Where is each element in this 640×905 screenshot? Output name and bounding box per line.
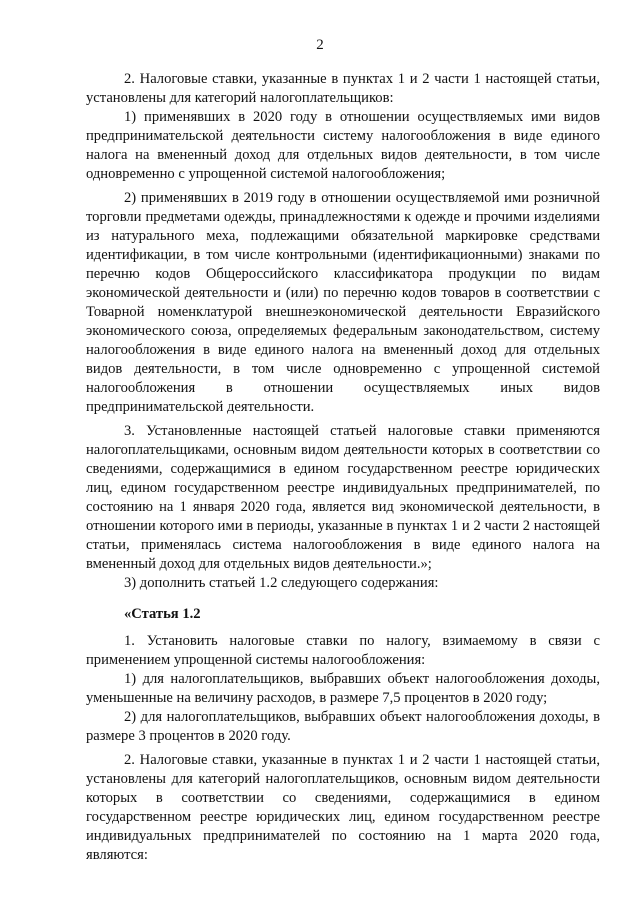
document-body xyxy=(86,70,600,865)
page-number: 2 xyxy=(316,37,324,53)
paragraph-rate-income-minus-expenses: 1) для налогоплательщиков, выбравших объект налогообложения доходы, уменьшенные на величину расходов, в размере 7,5 процентов в 2020 году; xyxy=(86,671,600,706)
paragraph-item-1-2020: 1) применявших в 2020 году в отношении осуществляемых ими видов предпринимательской деятельности систему налогообложения в виде единого налога на вмененный доход для отдельных видов деятельности, в том числе одновременно с упрощенной системой налогообложения; xyxy=(86,109,600,182)
paragraph-item-2-2019: 2) применявших в 2019 году в отношении осуществляемой ими розничной торговли предметами одежды, принадлежностями к одежде и прочими изделиями из натурального меха, подлежащими обязательной маркировке средствами идентификации, в том числе контрольными (идентификационными) знаками по перечню кодов Общероссийского классификатора продукции по видам экономической деятельности и (или) по перечню кодов товаров в соответствии с Товарной номенклатурой внешнеэкономической деятельности Евразийского экономического союза, определяемых федеральным законодательством, систему налогообложения в виде единого налога на вмененный доход для отдельных видов деятельности, в том числе одновременно с упрощенной системой налогообложения в отношении осуществляемых иных видов предпринимательской деятельности. xyxy=(86,190,600,415)
paragraph-set-rates: 1. Установить налоговые ставки по налогу, взимаемому в связи с применением упрощенной системы налогообложения: xyxy=(86,633,600,668)
article-heading: «Статья 1.2 xyxy=(124,606,201,622)
paragraph-rates-categories: 2. Налоговые ставки, указанные в пунктах 1 и 2 части 1 настоящей статьи, установлены для категорий налогоплательщиков: xyxy=(86,71,600,106)
paragraph-add-article: 3) дополнить статьей 1.2 следующего содержания: xyxy=(124,575,439,591)
paragraph-rates-main-activity: 2. Налоговые ставки, указанные в пунктах 1 и 2 части 1 настоящей статьи, установлены для категорий налогоплательщиков, основным видом деятельности которых в соответствии со сведениями, содержащимися в едином государственном реестре юридических лиц, едином государственном реестре индивидуальных предпринимателей по состоянию на 1 марта 2020 года, являются: xyxy=(86,752,600,863)
paragraph-rate-income: 2) для налогоплательщиков, выбравших объект налогообложения доходы, в размере 3 процентов в 2020 году. xyxy=(86,709,600,744)
paragraph-rates-application: 3. Установленные настоящей статьей налоговые ставки применяются налогоплательщиками, основным видом деятельности которых в соответствии со сведениями, содержащимися в едином государственном реестре юридических лиц, едином государственном реестре индивидуальных предпринимателей, по состоянию на 1 января 2020 года, является вид экономической деятельности, в отношении которого ими в периоды, указанные в пунктах 1 и 2 части 2 настоящей статьи, применялась система налогообложения в виде единого налога на вмененный доход для отдельных видов деятельности.»; xyxy=(86,423,600,572)
